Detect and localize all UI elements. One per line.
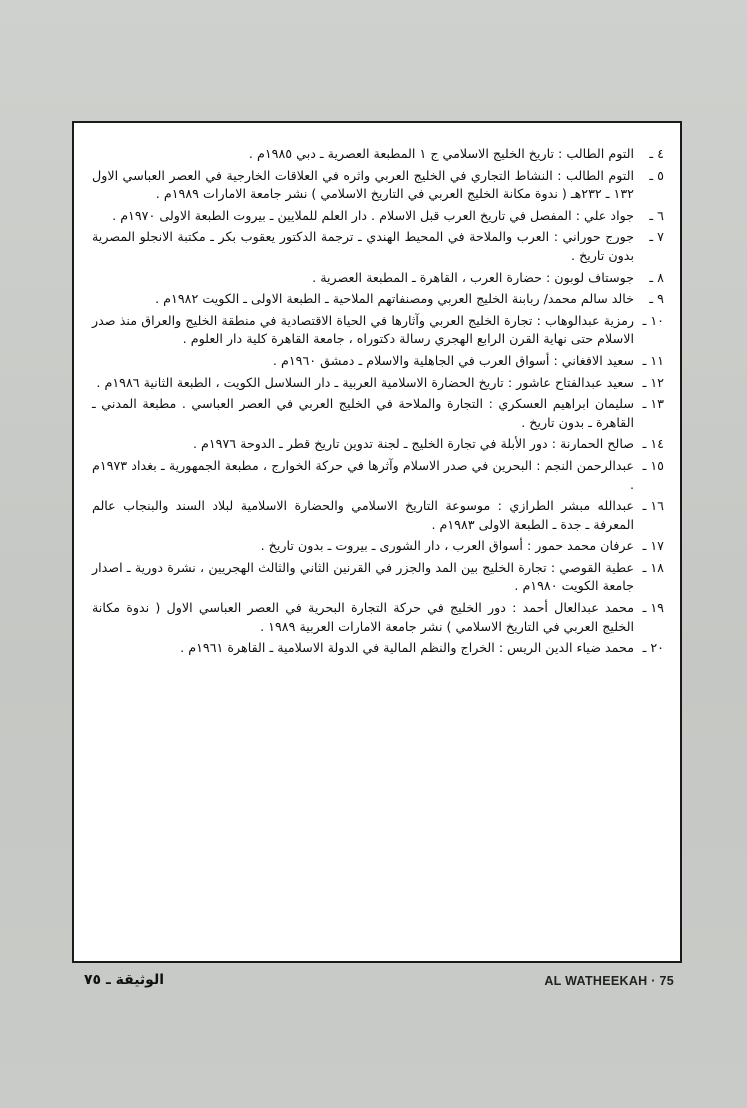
reference-number: ١٩ ـ — [642, 600, 664, 616]
reference-entry — [92, 207, 664, 226]
reference-entry — [92, 269, 664, 288]
reference-text: محمد عبدالعال أحمد : دور الخليج في حركة التجارة البحرية في العصر العباسي الاول ( ندوة مكانة الخليج العربي في التاريخ الاسلامي ) نشر جامعة الامارات العربية ١٩٨٩ . — [92, 600, 634, 634]
reference-text: عبدالله مبشر الطرازي : موسوعة التاريخ الاسلامي والحضارة الاسلامية لبلاد السند والبنجاب عالم المعرفة ـ جدة ـ الطبعة الاولى ١٩٨٣م . — [92, 498, 634, 532]
reference-number: ٨ ـ — [649, 269, 664, 285]
reference-text: سعيد الافغاني : أسواق العرب في الجاهلية والاسلام ـ دمشق ١٩٦٠م . — [272, 352, 634, 368]
reference-entry — [92, 290, 664, 309]
reference-text: عرفان محمد حمور : أسواق العرب ، دار الشورى ـ بيروت ـ بدون تاريخ . — [260, 538, 634, 554]
reference-entry — [92, 145, 664, 164]
reference-number: ٢٠ ـ — [642, 640, 664, 656]
reference-number: ١٧ ـ — [642, 538, 664, 554]
reference-number: ٧ ـ — [649, 229, 664, 245]
reference-text: محمد ضياء الدين الريس : الخراج والنظم المالية في الدولة الاسلامية ـ القاهرة ١٩٦١م . — [180, 640, 634, 656]
reference-number: ١٤ ـ — [642, 436, 664, 452]
reference-entry — [92, 457, 664, 494]
reference-text: جورج حوراني : العرب والملاحة في المحيط الهندي ـ ترجمة الدكتور يعقوب بكر ـ مكتبة الانجلو المصرية بدون تاريخ . — [92, 229, 634, 263]
reference-number: ٩ ـ — [649, 291, 664, 307]
reference-entry — [92, 639, 664, 658]
reference-text: جواد علي : المفصل في تاريخ العرب قبل الاسلام . دار العلم للملايين ـ بيروت الطبعة الاولى ١٩٧٠م . — [112, 207, 634, 223]
reference-text: عطية القوصي : تجارة الخليج بين المد والجزر في القرنين الثاني والثالث الهجريين ، نشرة دورية ـ اصدار جامعة الكويت ١٩٨٠م . — [92, 559, 634, 594]
reference-number: ٤ ـ — [649, 146, 664, 161]
reference-text: خالد سالم محمد/ ربابنة الخليج العربي ومصنفاتهم الملاحية ـ الطبعة الاولى ـ الكويت ١٩٨٢م . — [155, 291, 634, 307]
reference-entry — [92, 599, 664, 636]
reference-text: صالح الحمارنة : دور الأبلة في تجارة الخليج ـ لجنة تدوين تاريخ قطر ـ الدوحة ١٩٧٦م . — [192, 436, 634, 452]
reference-number: ١٨ ـ — [642, 559, 664, 575]
reference-text: جوستاف لوبون : حضارة العرب ، القاهرة ـ المطبعة العصرية . — [312, 269, 634, 285]
references-list — [92, 145, 664, 661]
reference-number: ١٢ ـ — [642, 374, 664, 390]
reference-entry — [92, 559, 664, 596]
reference-entry — [92, 497, 664, 534]
reference-entry — [92, 352, 664, 371]
reference-entry — [92, 312, 664, 349]
reference-number: ١٣ ـ — [642, 396, 664, 412]
reference-entry — [92, 395, 664, 432]
reference-entry — [92, 435, 664, 454]
references-box — [72, 121, 682, 963]
reference-number: ١١ ـ — [642, 352, 664, 368]
reference-entry — [92, 167, 664, 204]
reference-number: ١٥ ـ — [642, 457, 664, 473]
reference-entry — [92, 537, 664, 556]
reference-entry — [92, 374, 664, 393]
reference-number: ١٠ ـ — [642, 312, 664, 328]
reference-text: رمزية عبدالوهاب : تجارة الخليج العربي وآثارها في الحياة الاقتصادية في منطقة الخليج والعراق منذ صدر الاسلام حتى نهاية القرن الرابع الهجري رسالة دكتوراه ، جامعة القاهرة كلية دار العلوم . — [92, 312, 634, 347]
reference-number: ٥ ـ — [649, 167, 664, 183]
reference-text: سليمان ابراهيم العسكري : التجارة والملاحة في الخليج العربي في العصر العباسي . مطبعة المدني ـ القاهرة ـ بدون تاريخ . — [92, 396, 634, 430]
reference-text: سعيد عبدالفتاح عاشور : تاريخ الحضارة الاسلامية العربية ـ دار السلاسل الكويت ، الطبعة الثانية ١٩٨٦م . — [96, 374, 634, 390]
footer-arabic-page-label: الوثيقة ـ ٧٥ — [84, 972, 164, 988]
reference-entry — [92, 228, 664, 265]
reference-text: التوم الطالب : النشاط التجاري في الخليج العربي واثره في العلاقات الخارجية في العصر العباسي الاول ١٣٢ ـ ٢٣٢هـ ( ندوة مكانة الخليج العربي في التاريخ الاسلامي ) نشر جامعة الامارات ١٩٨٩م . — [92, 167, 634, 202]
reference-number: ١٦ ـ — [642, 498, 664, 514]
reference-text: عبدالرحمن النجم : البحرين في صدر الاسلام وآثرها في حركة الخوارج ، مطبعة الجمهورية ـ بغداد ١٩٧٣م . — [92, 457, 634, 492]
reference-number: ٦ ـ — [649, 207, 664, 223]
reference-text: التوم الطالب : تاريخ الخليج الاسلامي ج ١ المطبعة العصرية ـ دبي ١٩٨٥م . — [248, 146, 634, 161]
footer-english-page-label: AL WATHEEKAH · 75 — [544, 974, 674, 988]
